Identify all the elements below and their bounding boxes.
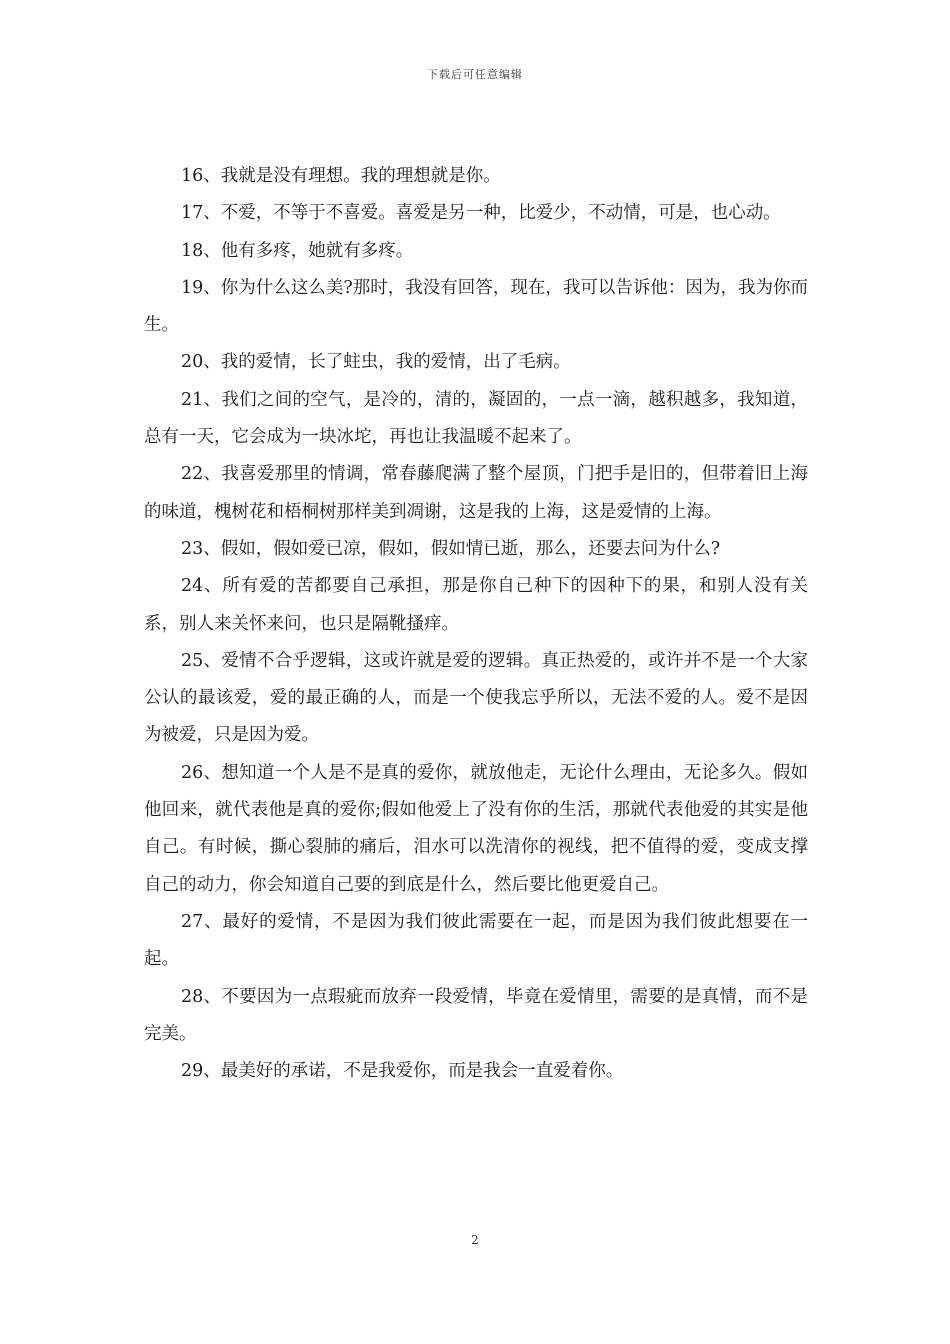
paragraph-22: 22、我喜爱那里的情调，常春藤爬满了整个屋顶，门把手是旧的，但带着旧上海的味道，槐树花和梧桐树那样美到凋谢，这是我的上海，这是爱情的上海。 — [144, 464, 808, 522]
paragraph-28: 28、不要因为一点瑕疵而放弃一段爱情，毕竟在爱情里，需要的是真情，而不是完美。 — [144, 986, 808, 1044]
paragraph-19: 19、你为什么这么美?那时，我没有回答，现在，我可以告诉他：因为，我为你而生。 — [144, 277, 808, 336]
paragraph-26: 26、想知道一个人是不是真的爱你，就放他走，无论什么理由，无论多久。假如他回来，就代表他是真的爱你;假如他爱上了没有你的生活，那就代表他爱的其实是他自己。有时候，撕心裂肺的痛后，泪水可以洗清你的视线，把不值得的爱，变成支撑自己的动力，你会知道自己要的到底是什么，然后要比他更爱自己。 — [144, 762, 808, 895]
paragraph-21: 21、我们之间的空气，是冷的，清的，凝固的，一点一滴，越积越多，我知道，总有一天，它会成为一块冰坨，再也让我温暖不起来了。 — [144, 389, 808, 448]
paragraph-27: 27、最好的爱情，不是因为我们彼此需要在一起，而是因为我们彼此想要在一起。 — [144, 911, 808, 970]
paragraph-17: 17、不爱，不等于不喜爱。喜爱是另一种，比爱少，不动情，可是，也心动。 — [181, 203, 781, 224]
document-body — [144, 158, 808, 1090]
paragraph-29: 29、最美好的承诺，不是我爱你，而是我会一直爱着你。 — [181, 1061, 624, 1082]
paragraph-25: 25、爱情不合乎逻辑，这或许就是爱的逻辑。真正热爱的，或许并不是一个大家公认的最该爱，爱的最正确的人，而是一个使我忘乎所以，无法不爱的人。爱不是因为被爱，只是因为爱。 — [144, 650, 808, 746]
paragraph-18: 18、他有多疼，她就有多疼。 — [181, 240, 414, 261]
page-header: 下载后可任意编辑 — [427, 68, 523, 81]
paragraph-23: 23、假如，假如爱已凉，假如，假如情已逝，那么，还要去问为什么? — [181, 538, 721, 559]
paragraph-16: 16、我就是没有理想。我的理想就是你。 — [181, 166, 501, 186]
page-number: 2 — [471, 1233, 479, 1247]
paragraph-20: 20、我的爱情，长了蛀虫，我的爱情，出了毛病。 — [181, 352, 571, 373]
paragraph-24: 24、所有爱的苦都要自己承担，那是你自己种下的因种下的果，和别人没有关系，别人来关怀来问，也只是隔靴搔痒。 — [144, 576, 808, 634]
